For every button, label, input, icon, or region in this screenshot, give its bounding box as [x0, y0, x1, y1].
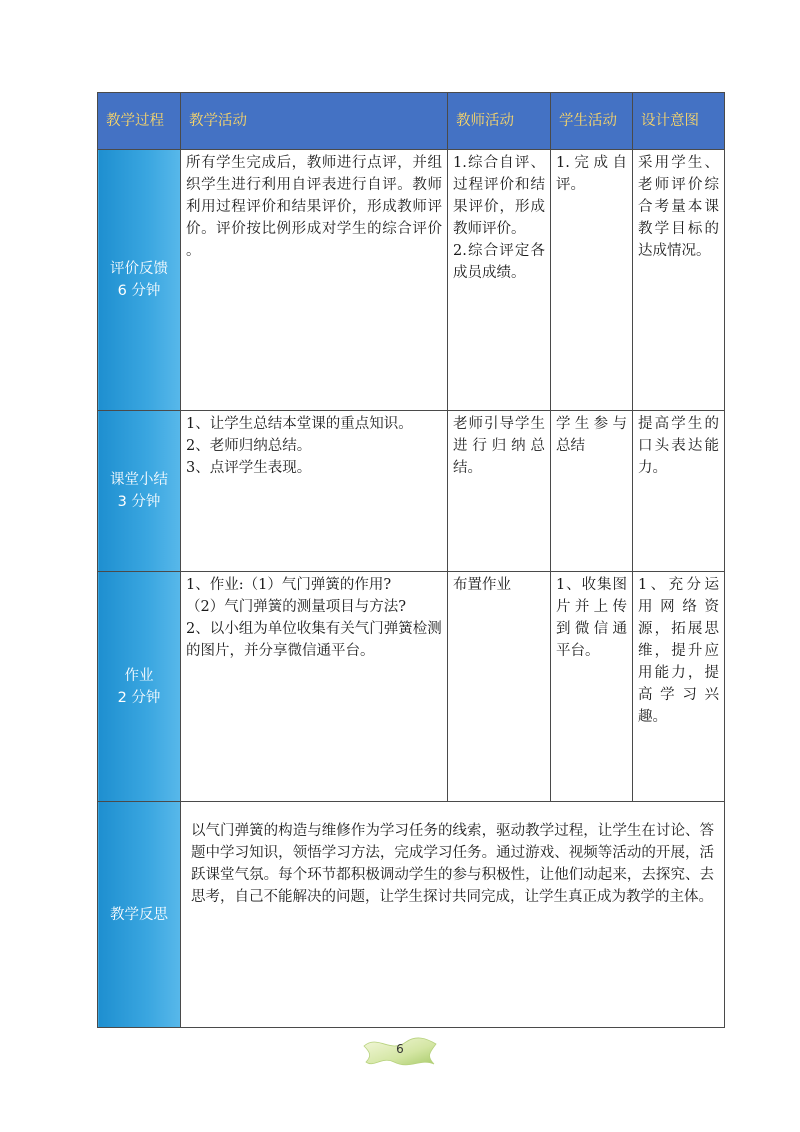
- stage-cell: [98, 572, 181, 802]
- header-intent: 设计意图: [633, 93, 725, 150]
- reflection-row: [98, 802, 725, 1028]
- activity-cell: [181, 411, 448, 572]
- activity-cell: [181, 150, 448, 411]
- teacher-text: 布置作业: [453, 577, 511, 593]
- table-row: [98, 150, 725, 411]
- lesson-plan-table: [97, 92, 725, 1028]
- header-activity: 教学活动: [181, 93, 448, 150]
- stage-duration: 2 分钟: [117, 689, 161, 706]
- stage-duration: 6 分钟: [117, 283, 161, 299]
- stage-name: 评价反馈: [110, 261, 168, 277]
- intent-cell: [633, 572, 725, 802]
- teacher-cell: [448, 411, 551, 572]
- teacher-cell: [448, 150, 551, 411]
- activity-text: 1、让学生总结本堂课的重点知识。: [186, 416, 413, 432]
- teacher-text: 1.综合自评、过程评价和结果评价，形成教师评价。: [453, 155, 545, 237]
- page-number: 6: [396, 1042, 404, 1056]
- intent-text: 提高学生的口头表达能力。: [638, 416, 719, 476]
- stage-duration: 3 分钟: [117, 494, 161, 510]
- student-text: 1、收集图片并上传到微信通平台。: [556, 577, 627, 659]
- page-number-badge: [360, 1032, 440, 1072]
- stage-cell: [98, 802, 181, 1028]
- activity-text: 2、以小组为单位收集有关气门弹簧检测的图片，并分享微信通平台。: [186, 621, 442, 659]
- stage-cell: [98, 411, 181, 572]
- table-row: [98, 411, 725, 572]
- header-teacher: 教师活动: [448, 93, 551, 150]
- header-student: 学生活动: [551, 93, 633, 150]
- student-cell: [551, 411, 633, 572]
- intent-text: 采用学生、老师评价综合考量本课教学目标的达成情况。: [638, 155, 719, 259]
- activity-text: 所有学生完成后，教师进行点评，并组织学生进行利用自评表进行自评。教师利用过程评价和结果评价，形成教师评价。评价按比例形成对学生的综合评价 。: [186, 155, 442, 259]
- teacher-text: 老师引导学生进行归纳总结。: [453, 416, 545, 476]
- table-header-row: [98, 93, 725, 150]
- header-stage: 教学过程: [98, 93, 181, 150]
- activity-text: 3、点评学生表现。: [186, 460, 312, 476]
- student-cell: [551, 150, 633, 411]
- student-text: 1.完成自评。: [556, 155, 627, 193]
- reflection-text: 以气门弹簧的构造与维修作为学习任务的线索，驱动教学过程，让学生在讨论、答题中学习知识，领悟学习方法，完成学习任务。通过游戏、视频等活动的开展，活跃课堂气氛。每个环节都积极调动学生的参与积极性，让他们动起来，去探究、去思考，自己不能解决的问题，让学生探讨共同完成，让学生真正成为教学的主体。: [181, 802, 725, 1028]
- teacher-cell: [448, 572, 551, 802]
- stage-name: 课堂小结: [110, 472, 168, 488]
- stage-cell: [98, 150, 181, 411]
- stage-name: 教学反思: [110, 906, 168, 923]
- student-cell: [551, 572, 633, 802]
- stage-name: 作业: [124, 667, 154, 684]
- intent-text: 1、充分运用网络资源，拓展思维，提升应用能力，提高学习兴趣。: [638, 577, 719, 725]
- activity-text: 2、老师归纳总结。: [186, 438, 312, 454]
- activity-text: 1、作业:（1）气门弹簧的作用?: [186, 577, 392, 593]
- activity-text: （2）气门弹簧的测量项目与方法?: [186, 599, 406, 615]
- teacher-text: 2.综合评定各成员成绩。: [453, 243, 545, 281]
- table-row: [98, 572, 725, 802]
- intent-cell: [633, 150, 725, 411]
- student-text: 学生参与总结: [556, 416, 627, 454]
- activity-cell: [181, 572, 448, 802]
- intent-cell: [633, 411, 725, 572]
